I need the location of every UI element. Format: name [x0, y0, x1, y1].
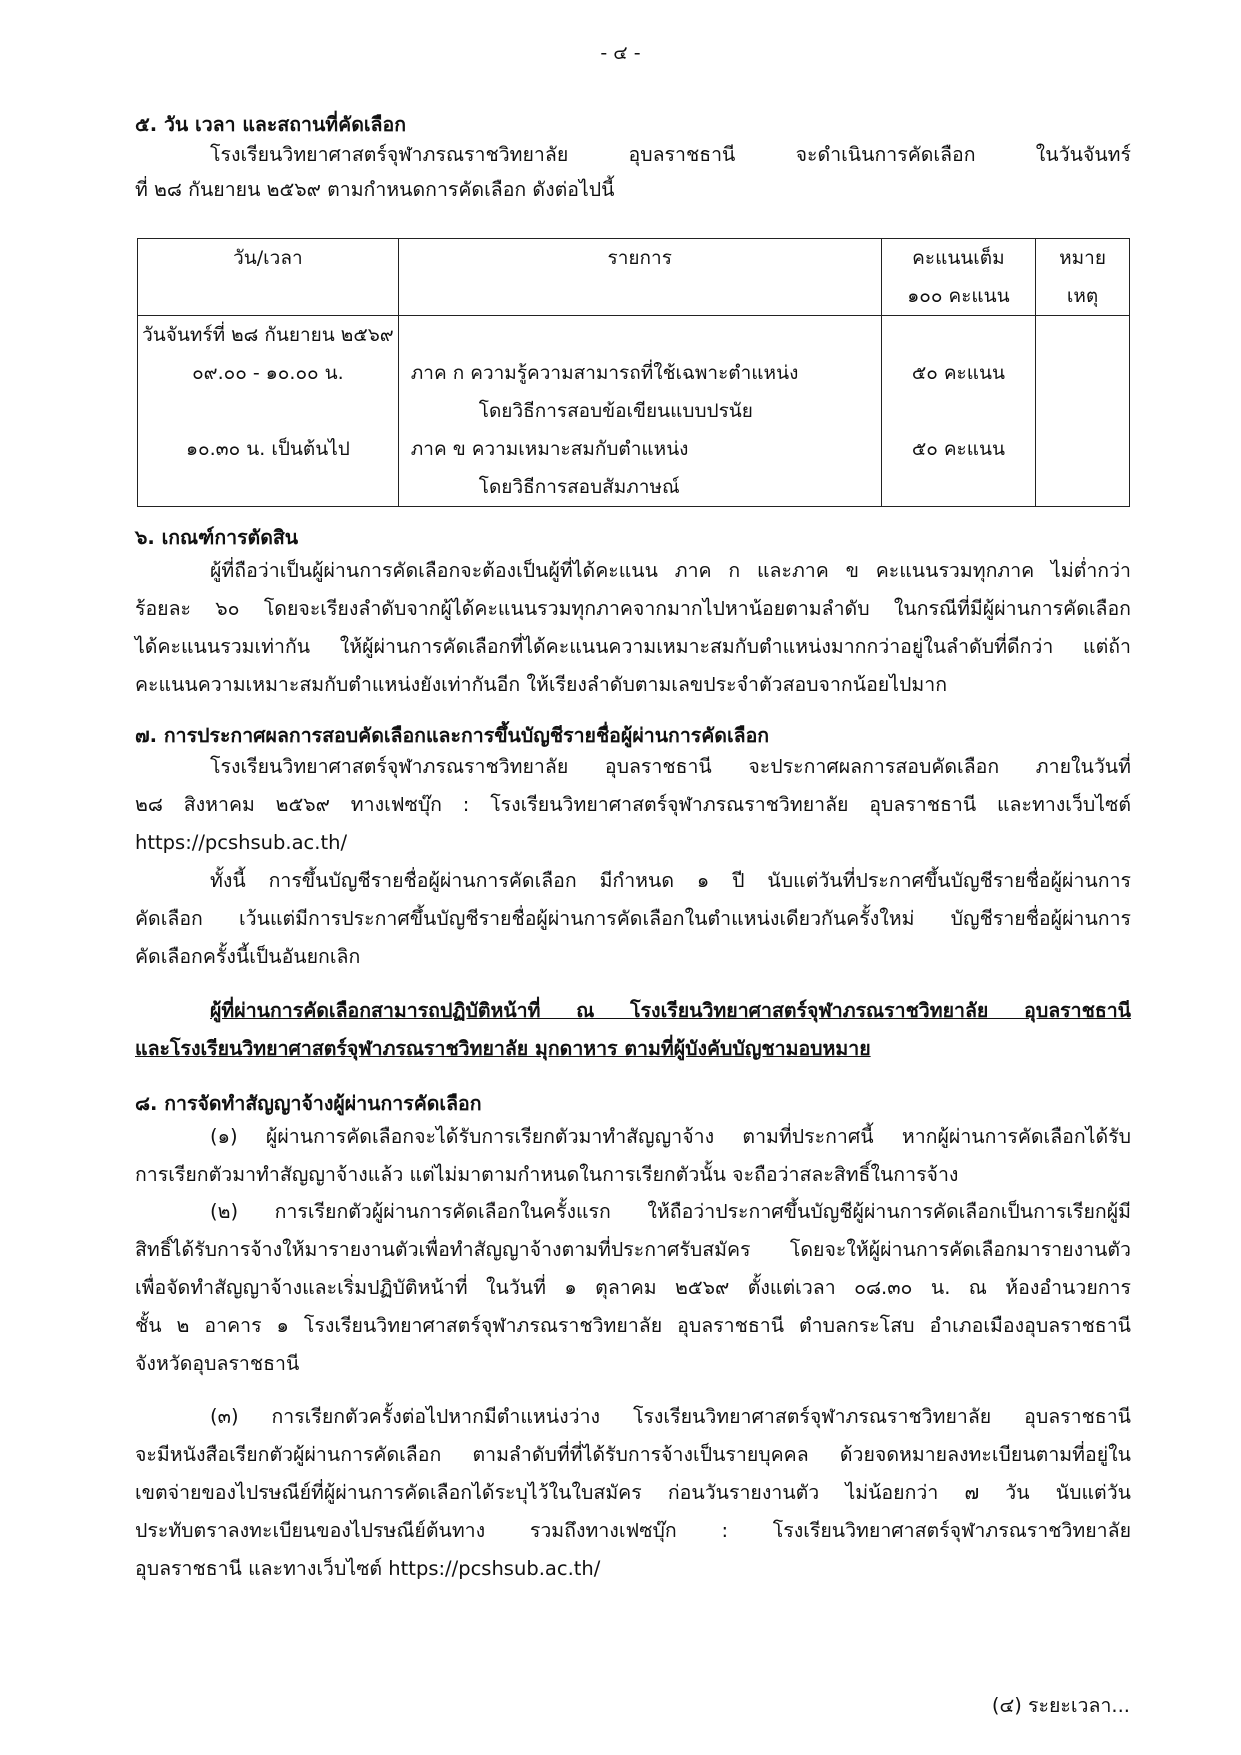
section7-link: https://pcshsub.ac.th/: [135, 831, 348, 854]
continuation-footer: (๔) ระยะเวลา...: [991, 1694, 1130, 1717]
section5-heading: ๕. วัน เวลา และสถานที่คัดเลือก: [135, 113, 407, 136]
page-number: - ๔ -: [600, 42, 641, 64]
section8-line-9: จะมีหนังสือเรียกตัวผู้ผ่านการคัดเลือก ตามลำดับที่ที่ได้รับการจ้างเป็นรายบุคคล ด้วยจดหมายลงทะเบียนตามที่อยู่ใน: [135, 1443, 1131, 1466]
schedule-item-cell: [398, 316, 881, 507]
schedule-time-1: ๐๙.๐๐ - ๑๐.๐๐ น.: [192, 362, 344, 384]
schedule-item-2: ภาค ข ความเหมาะสมกับตำแหน่ง: [410, 438, 689, 460]
assignment-notice-line-1: ผู้ที่ผ่านการคัดเลือกสามารถปฏิบัติหน้าที่ ณ โรงเรียนวิทยาศาสตร์จุฬาภรณราชวิทยาลัย อุบลราชธานี: [210, 999, 1131, 1022]
section8-heading: ๘. การจัดทำสัญญาจ้างผู้ผ่านการคัดเลือก: [135, 1092, 482, 1115]
schedule-date-cell: [138, 316, 399, 507]
section5-line-2: ที่ ๒๘ กันยายน ๒๕๖๙ ตามกำหนดการคัดเลือก ดังต่อไปนี้: [135, 178, 615, 201]
assignment-notice-line-2: และโรงเรียนวิทยาศาสตร์จุฬาภรณราชวิทยาลัย มุกดาหาร ตามที่ผู้บังคับบัญชามอบหมาย: [135, 1037, 871, 1060]
section8-line-5: เพื่อจัดทำสัญญาจ้างและเริ่มปฏิบัติหน้าที่ ในวันที่ ๑ ตุลาคม ๒๕๖๙ ตั้งแต่เวลา ๐๘.๓๐ น. ณ ห้องอำนวยการ: [135, 1276, 1131, 1299]
section8-line-11: ประทับตราลงทะเบียนของไปรษณีย์ต้นทาง รวมถึงทางเฟซบุ๊ก : โรงเรียนวิทยาศาสตร์จุฬาภรณราชวิทยาลัย: [135, 1519, 1131, 1542]
section8-line-8: (๓) การเรียกตัวครั้งต่อไปหากมีตำแหน่งว่าง โรงเรียนวิทยาศาสตร์จุฬาภรณราชวิทยาลัย อุบลราชธานี: [210, 1405, 1131, 1428]
section7-line-4: ทั้งนี้ การขึ้นบัญชีรายชื่อผู้ผ่านการคัดเลือก มีกำหนด ๑ ปี นับแต่วันที่ประกาศขึ้นบัญชีรายชื่อผู้ผ่านการ: [210, 869, 1131, 892]
schedule-date: วันจันทร์ที่ ๒๘ กันยายน ๒๕๖๙: [142, 324, 394, 346]
schedule-score-2: ๕๐ คะแนน: [911, 438, 1005, 460]
schedule-header-row: [138, 239, 1130, 316]
section7-line-1: โรงเรียนวิทยาศาสตร์จุฬาภรณราชวิทยาลัย อุบลราชธานี จะประกาศผลการสอบคัดเลือก ภายในวันที่: [210, 755, 1131, 778]
section8-line-1: (๑) ผู้ผ่านการคัดเลือกจะได้รับการเรียกตัวมาทำสัญญาจ้าง ตามที่ประกาศนี้ หากผู้ผ่านการคัดเลือกได้รับ: [210, 1125, 1131, 1148]
header-item: รายการ: [398, 239, 881, 316]
schedule-note-cell: [1036, 316, 1130, 507]
schedule-body-row: [138, 316, 1130, 507]
section6-line-4: คะแนนความเหมาะสมกับตำแหน่งยังเท่ากันอีก ให้เรียงลำดับตามเลขประจำตัวสอบจากน้อยไปมาก: [135, 673, 948, 696]
section8-line-12: อุบลราชธานี และทางเว็บไซต์ https://pcshsub.ac.th/: [135, 1557, 601, 1580]
section8-line-6: ชั้น ๒ อาคาร ๑ โรงเรียนวิทยาศาสตร์จุฬาภรณราชวิทยาลัย อุบลราชธานี ตำบลกระโสบ อำเภอเมืองอุบลราชธานี: [135, 1314, 1131, 1337]
section7-line-2: ๒๘ สิงหาคม ๒๕๖๙ ทางเฟซบุ๊ก : โรงเรียนวิทยาศาสตร์จุฬาภรณราชวิทยาลัย อุบลราชธานี และทางเว็บไซต์: [135, 793, 1131, 816]
header-score: คะแนนเต็ม ๑๐๐ คะแนน: [881, 239, 1035, 316]
header-note: หมาย เหตุ: [1036, 239, 1130, 316]
section5-line-1: โรงเรียนวิทยาศาสตร์จุฬาภรณราชวิทยาลัย อุบลราชธานี จะดำเนินการคัดเลือก ในวันจันทร์: [210, 143, 1131, 166]
section6-heading: ๖. เกณฑ์การตัดสิน: [135, 526, 299, 549]
schedule-score-1: ๕๐ คะแนน: [911, 362, 1005, 384]
section8-line-10: เขตจ่ายของไปรษณีย์ที่ผู้ผ่านการคัดเลือกได้ระบุไว้ในใบสมัคร ก่อนวันรายงานตัว ไม่น้อยกว่า ๗ วัน นับแต่วัน: [135, 1481, 1131, 1504]
section6-line-3: ได้คะแนนรวมเท่ากัน ให้ผู้ผ่านการคัดเลือกที่ได้คะแนนความเหมาะสมกับตำแหน่งมากกว่าอยู่ในลำดับที่ดีกว่า แต่ถ้า: [135, 635, 1131, 658]
header-date: วัน/เวลา: [138, 239, 399, 316]
section7-line-6: คัดเลือกครั้งนี้เป็นอันยกเลิก: [135, 945, 361, 968]
schedule-score-cell: [881, 316, 1035, 507]
section6-line-2: ร้อยละ ๖๐ โดยจะเรียงลำดับจากผู้ได้คะแนนรวมทุกภาคจากมากไปหาน้อยตามลำดับ ในกรณีที่มีผู้ผ่านการคัดเลือก: [135, 597, 1131, 620]
section6-line-1: ผู้ที่ถือว่าเป็นผู้ผ่านการคัดเลือกจะต้องเป็นผู้ที่ได้คะแนน ภาค ก และภาค ข คะแนนรวมทุกภาค ไม่ต่ำกว่า: [210, 559, 1131, 582]
schedule-item-2-method: โดยวิธีการสอบสัมภาษณ์: [478, 476, 680, 498]
schedule-item-1: ภาค ก ความรู้ความสามารถที่ใช้เฉพาะตำแหน่ง: [410, 362, 799, 384]
schedule-time-2: ๑๐.๓๐ น. เป็นต้นไป: [185, 438, 350, 460]
section8-line-2: การเรียกตัวมาทำสัญญาจ้างแล้ว แต่ไม่มาตามกำหนดในการเรียกตัวนั้น จะถือว่าสละสิทธิ์ในการจ้าง: [135, 1163, 959, 1186]
schedule-item-1-method: โดยวิธีการสอบข้อเขียนแบบปรนัย: [478, 400, 753, 422]
section7-line-5: คัดเลือก เว้นแต่มีการประกาศขึ้นบัญชีรายชื่อผู้ผ่านการคัดเลือกในตำแหน่งเดียวกันครั้งใหม่ บัญชีรายชื่อผู้ผ่านการ: [135, 907, 1131, 930]
section8-line-3: (๒) การเรียกตัวผู้ผ่านการคัดเลือกในครั้งแรก ให้ถือว่าประกาศขึ้นบัญชีผู้ผ่านการคัดเลือกเป็นการเรียกผู้มี: [210, 1200, 1131, 1223]
section8-line-7: จังหวัดอุบลราชธานี: [135, 1352, 300, 1375]
section7-heading: ๗. การประกาศผลการสอบคัดเลือกและการขึ้นบัญชีรายชื่อผู้ผ่านการคัดเลือก: [135, 724, 770, 747]
section8-line-4: สิทธิ์ได้รับการจ้างให้มารายงานตัวเพื่อทำสัญญาจ้างตามที่ประกาศรับสมัคร โดยจะให้ผู้ผ่านการคัดเลือกมารายงานตัว: [135, 1238, 1131, 1261]
schedule-table: [137, 238, 1130, 507]
